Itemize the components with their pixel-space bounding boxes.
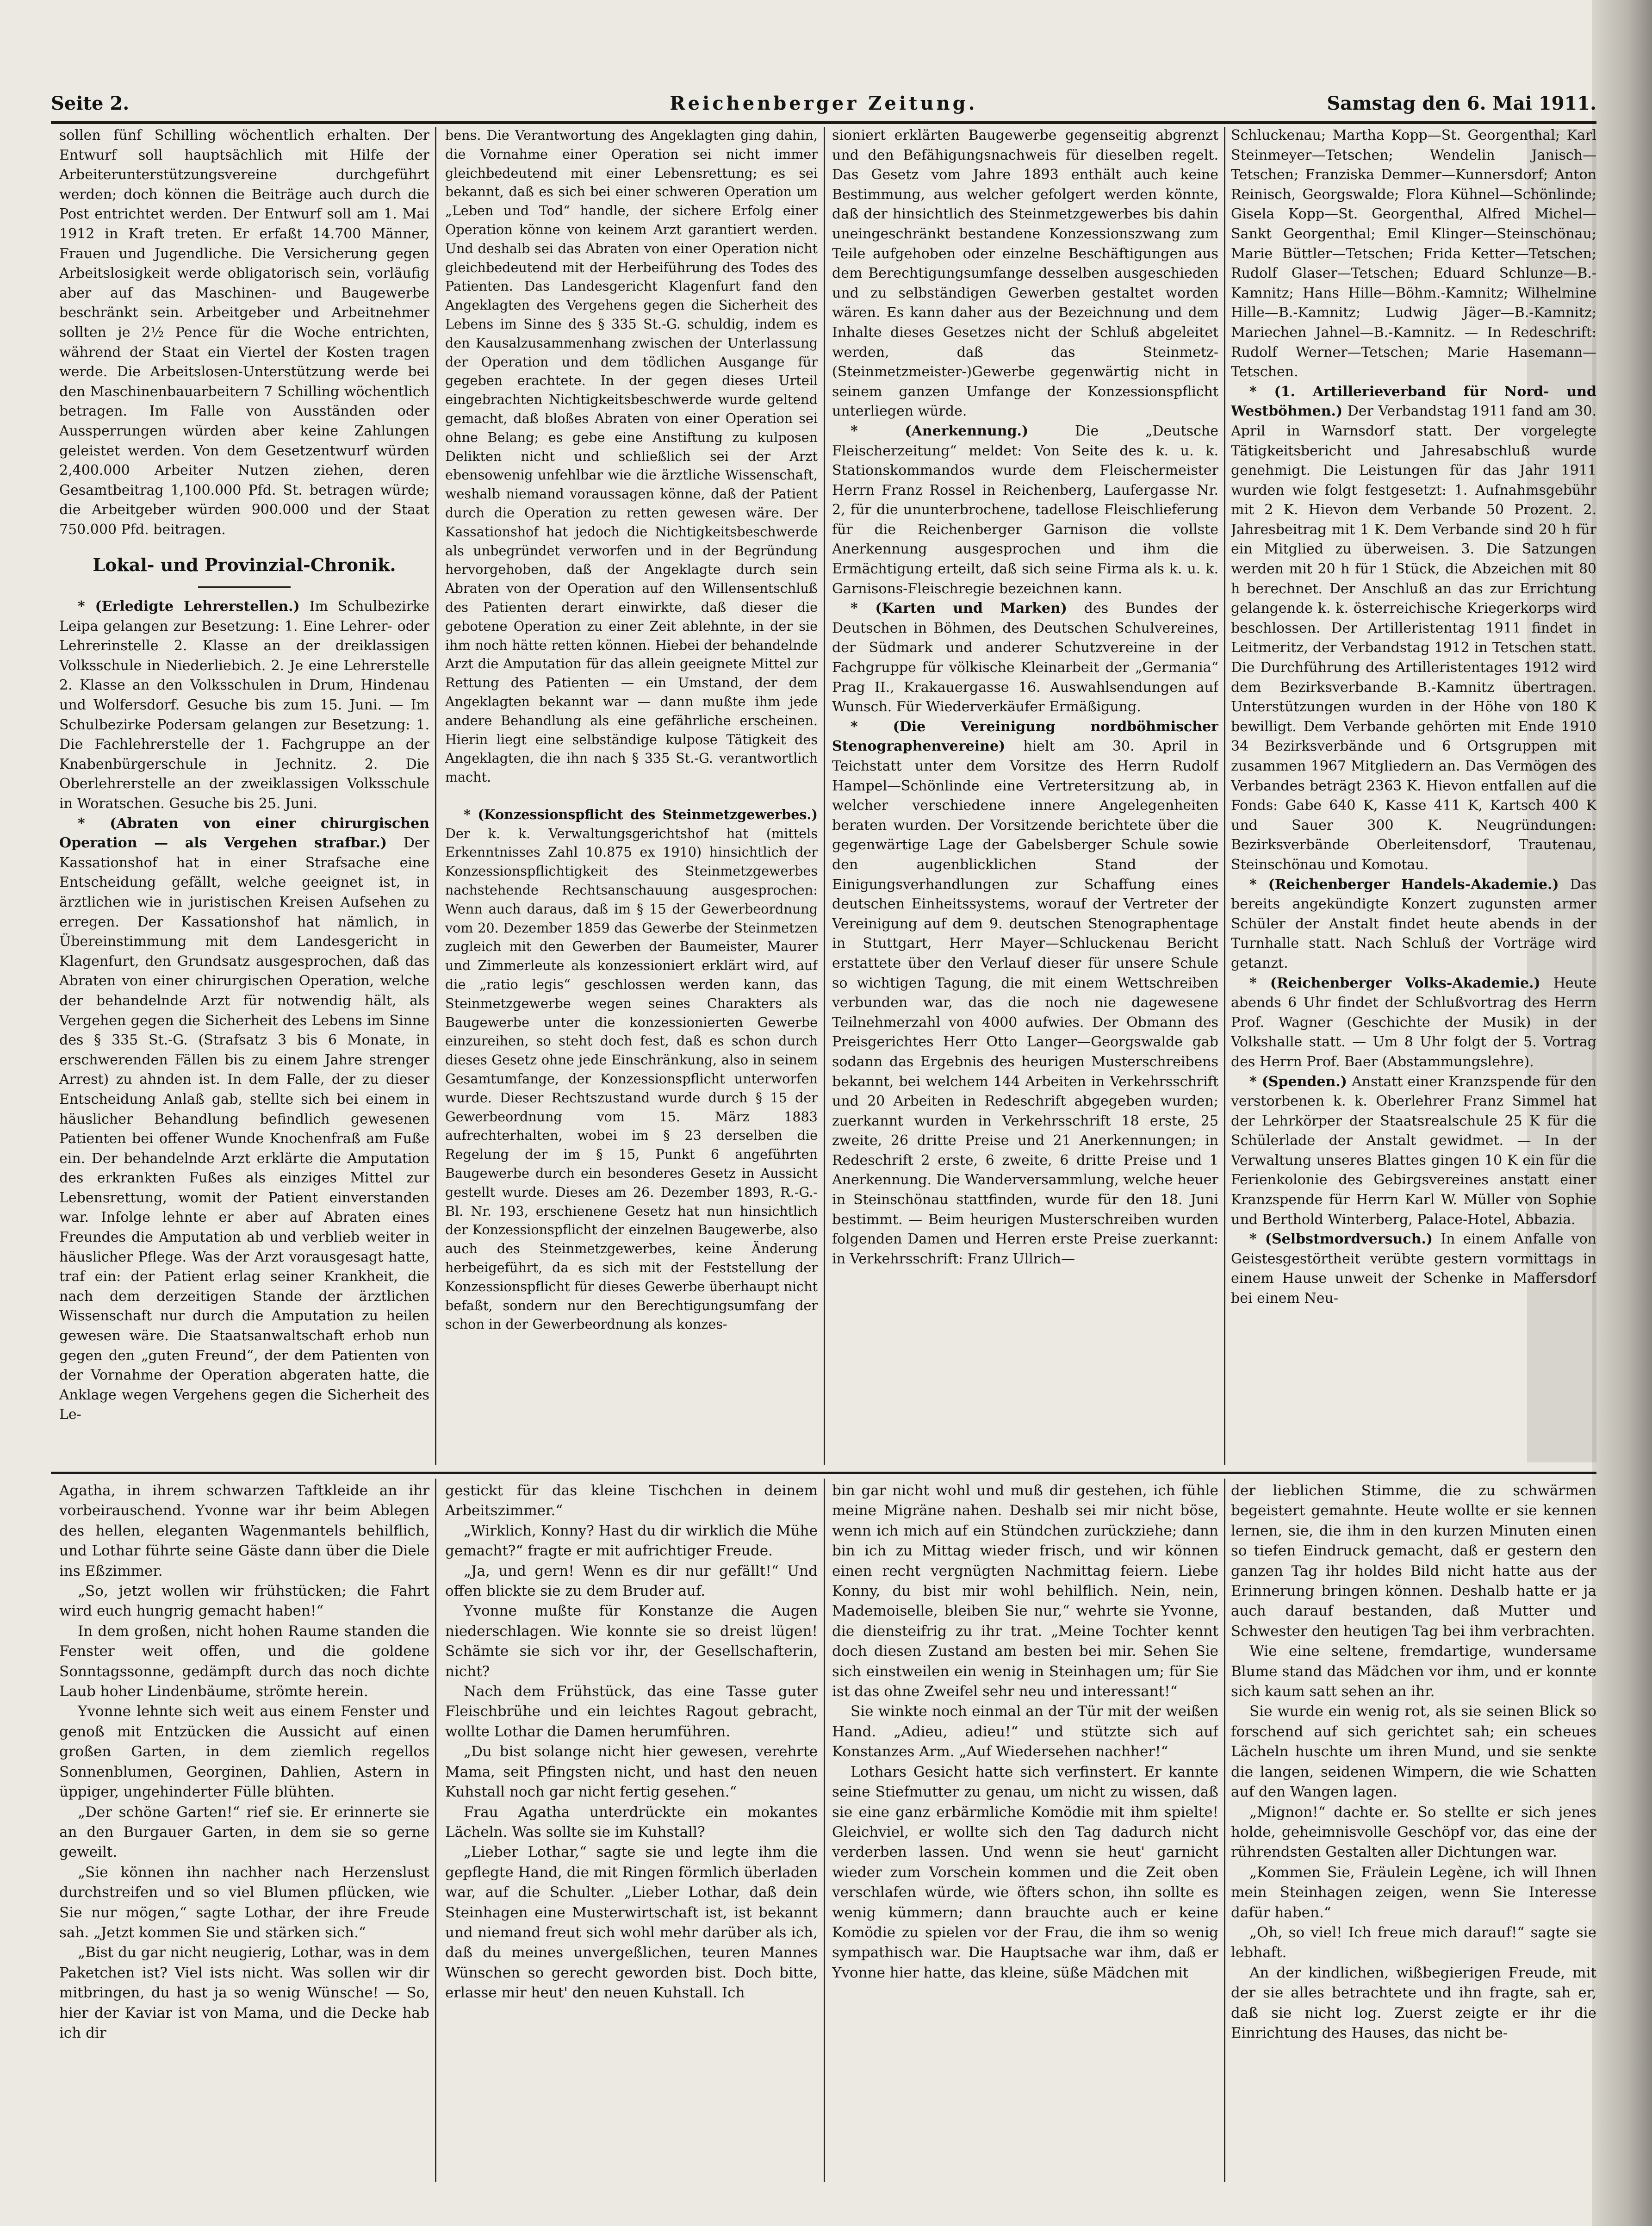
feuilleton-column-3 — [832, 1481, 1218, 2184]
story-paragraph: Wie eine seltene, fremdartige, wundersame Blume stand das Mädchen vor ihm, und er konnte sich kaum satt sehen an ihr. — [1231, 1643, 1596, 1700]
article-paragraph: sollen fünf Schilling wöchentlich erhalten. Der Entwurf soll hauptsächlich mit Hilfe der Arbeiterunterstützungsvereine durchgeführt werden; doch können die Beiträge auch durch die Post entrichtet werden. Der Entwurf soll am 1. Mai 1912 in Kraft treten. Er erfaßt 14.700 Männer, Frauen und Jugendliche. Die Versicherung gegen Arbeitslosigkeit werde obligatorisch sein, vorläufig aber auf das Maschinen- und Baugewerbe beschränkt sein. Arbeitgeber und Arbeitnehmer sollten je 2½ Pence für die Woche entrichten, während der Staat ein Viertel der Kosten tragen werde. Die Arbeitslosen-Unterstützung werde bei den Maschinenbauarbeitern 7 Schilling wöchentlich betragen. Im Falle von Ausständen oder Aussperrungen würden aber keine Zahlungen geleistet werden. Von dem Gesetzentwurf würden 2,400.000 Arbeiter Nutzen ziehen, deren Gesamtbeitrag 1,100.000 Pfd. St. betragen würde; die Arbeitgeber würden 900.000 und der Staat 750.000 Pfd. beitragen. — [59, 127, 429, 538]
article-paragraph: Schluckenau; Martha Kopp—St. Georgenthal; Karl Steinmeyer—Tetschen; Wendelin Janisch—Tetschen; Franziska Demmer—Kunnersdorf; Anton Reinisch, Georgswalde; Flora Kühnel—Schönlinde; Gisela Kopp—St. Georgenthal, Alfred Michel—Sankt Georgenthal; Emil Klinger—Steinschönau; Marie Büttler—Tetschen; Frida Ketter—Tetschen; Rudolf Glaser—Tetschen; Eduard Schlunze—B.-Kamnitz; Hans Hille—Böhm.-Kamnitz; Wilhelmine Hille—B.-Kamnitz; Ludwig Jäger—B.-Kamnitz; Mariechen Jahnel—B.-Kamnitz. — In Redeschrift: Rudolf Werner—Tetschen; Marie Hasemann—Tetschen. — [1231, 127, 1596, 380]
news-item-text: Der Kassationshof hat in einer Strafsache eine Entscheidung gefällt, welche geeignet ist, in ärztlichen wie in juristischen Kreisen Aufsehen zu erregen. Der Kassationshof hat nämlich, in Übereinstimmung mit dem Landesgericht in Klagenfurt, den Grundsatz ausgesprochen, daß das Abraten von einer chirurgischen Operation, welche der behandelnde Arzt für notwendig hält, als Vergehen gegen die Sicherheit des Lebens im Sinne des § 335 St.-G. (Strafsatz 3 bis 6 Monate, in erschwerenden Fällen bis zu einem Jahre strenger Arrest) zu ahnden ist. In dem Falle, der zu dieser Entscheidung Anlaß gab, stellte sich bei einem in häuslicher Behandlung befindlich gewesenen Patienten bei offener Wunde Knochenfraß am Fuße ein. Der behandelnde Arzt erklärte die Amputation des erkrankten Fußes als einziges Mittel zur Lebensrettung, womit der Patient einverstanden war. Infolge lehnte er aber auf Abraten eines Freundes die Amputation ab und verblieb weiter in häuslicher Pflege. Was der Arzt vorausgesagt hatte, traf ein: der Patient erlag seiner Krankheit, die nach dem derzeitigen Stande der ärztlichen Wissenschaft nur durch die Amputation zu heilen gewesen wäre. Die Staatsanwaltschaft erhob nun gegen den „guten Freund“, der dem Patienten von der Vornahme der Operation abgeraten hatte, die Anklage wegen Vergehens gegen die Sicherheit des Le- — [59, 835, 429, 1423]
column-divider — [435, 1479, 436, 2182]
news-item — [1231, 1230, 1596, 1308]
story-paragraph: „So, jetzt wollen wir frühstücken; die Fahrt wird euch hungrig gemacht haben!“ — [59, 1583, 429, 1620]
story-paragraph: der lieblichen Stimme, die zu schwärmen begeistert gemahnte. Heute wollte er sie kennen lernen, sie, die ihm in den kurzen Minuten einen so tiefen Eindruck gemacht, daß er gestern den ganzen Tag ihr holdes Bild nicht hatte aus der Erinnerung bringen können. Deshalb hatte er ja auch darauf bestanden, daß Mutter und Schwester den heutigen Tag bei ihm verbrachten. — [1231, 1482, 1596, 1640]
news-item-heading: * (Selbstmordversuch.) — [1249, 1231, 1433, 1248]
story-paragraph: „Du bist solange nicht hier gewesen, verehrte Mama, seit Pfingsten nicht, und hast den neuen Kuhstall noch gar nicht fertig gesehen.“ — [445, 1743, 818, 1801]
news-item-heading: * (Spenden.) — [1249, 1073, 1347, 1090]
story-paragraph: Lothars Gesicht hatte sich verfinstert. Er kannte seine Stiefmutter zu genau, um nicht zu wissen, daß sie eine ganz erbärmliche Komödie mit ihm spielte! Gleichviel, er wollte sich den Tag dadurch nicht verderben lassen. Und wenn sie heut' garnicht wieder zum Vorschein kommen und die Zeit oben verschlafen würde, wie öfters schon, ihn sollte es wenig kümmern; dann brauchte auch er keine Komödie zu spielen vor der Frau, die ihm so wenig sympathisch war. Die Hauptsache war ihm, daß er Yvonne hier hatte, das kleine, süße Mädchen mit — [832, 1763, 1218, 1981]
news-item — [1231, 875, 1596, 974]
news-item — [832, 717, 1218, 1269]
news-item — [1231, 974, 1596, 1072]
feuilleton-rule — [51, 1472, 1596, 1474]
news-item-heading: * (Reichenberger Volks-Akademie.) — [1249, 975, 1540, 991]
news-item-text: Anstatt einer Kranzspende für den verstorbenen k. k. Oberlehrer Franz Simmel hat der Lehrkörper der Staatsrealschule 25 K für die Schülerlade der Anstalt gewidmet. — In der Verwaltung unseres Blattes gingen 10 K ein für die Ferienkolonie des Gebirgsvereines anstatt einer Kranzspende für Herrn Karl W. Müller von Sophie und Berthold Winterberg, Palace-Hotel, Abbazia. — [1231, 1073, 1596, 1228]
article-paragraph: sioniert erklärten Baugewerbe gegenseitig abgrenzt und den Befähigungsnachweis für dieselben regelt. Das Gesetz vom Jahre 1893 enthält auch keine Bestimmung, aus welcher gefolgert werden könnte, daß der hinsichtlich des Steinmetzgewerbes bis dahin uneingeschränkt bestandene Konzessionszwang zum Teile aufgehoben oder einzelne Beschäftigungen aus dem Berechtigungsumfange desselben ausgeschieden und zu selbständigen Gewerben gestaltet worden wären. Es kann daher aus der Bezeichnung und dem Inhalte dieses Gesetzes nicht der Schluß abgeleitet werden, daß das Steinmetz-(Steinmetzmeister-)Gewerbe gegenwärtig nicht in seinem ganzen Umfange der Konzessionspflicht unterliegen würde. — [832, 127, 1218, 420]
column-divider — [824, 1479, 825, 2182]
column-divider — [435, 127, 436, 1465]
news-item — [445, 805, 818, 1334]
feuilleton-column-1 — [59, 1481, 429, 2184]
news-item-heading: * (1. Artillerieverband für Nord- und Westböhmen.) — [1231, 383, 1596, 420]
issue-date: Samstag den 6. Mai 1911. — [1327, 93, 1596, 114]
column-2 — [445, 126, 818, 1468]
story-paragraph: „Ja, und gern! Wenn es dir nur gefällt!“ Und offen blickte sie zu dem Bruder auf. — [445, 1562, 818, 1600]
news-item — [1231, 382, 1596, 875]
story-paragraph: „Mignon!“ dachte er. So stellte er sich jenes holde, geheimnisvolle Geschöpf vor, das eine der rührendsten Gestalten aller Dichtungen war. — [1231, 1803, 1596, 1861]
news-item — [1231, 1072, 1596, 1230]
feuilleton-column-2 — [445, 1481, 818, 2184]
story-paragraph: Yvonne lehnte sich weit aus einem Fenster und genoß mit Entzücken die Aussicht auf einen großen Garten, in dem ziemlich regellos Sonnenblumen, Georginen, Dahlien, Astern in üppiger, ungehinderter Fülle blühten. — [59, 1703, 429, 1801]
story-paragraph: Sie winkte noch einmal an der Tür mit der weißen Hand. „Adieu, adieu!“ und stützte sich auf Konstanzes Arm. „Auf Wiedersehen nachher!“ — [832, 1703, 1218, 1760]
story-paragraph: bin gar nicht wohl und muß dir gestehen, ich fühle meine Migräne nahen. Deshalb sei mir nicht böse, wenn ich mich auf ein Stündchen zurückziehe; dann bin ich zu Mittag wieder frisch, und wir können einen recht vergnügten Nachmittag feiern. Liebe Konny, du bist mir wohl behilflich. Nein, nein, Mademoiselle, bleiben Sie nur,“ wehrte sie Yvonne, die diensteifrig zu ihr trat. „Meine Tochter kennt doch diesen Zustand am besten bei mir. Sehen Sie sich einstweilen ein wenig in Steinhagen um; für Sie ist das ohne Zweifel sehr neu und interessant!“ — [832, 1482, 1218, 1700]
news-item-text: des Bundes der Deutschen in Böhmen, des Deutschen Schulvereines, der Südmark und anderer Schutzvereine in der Fachgruppe für völkische Kleinarbeit der „Germania“ Prag II., Krakauergasse 16. Auswahlsendungen auf Wunsch. Für Wiederverkäufer Ermäßigung. — [832, 600, 1218, 715]
article-paragraph: bens. Die Verantwortung des Angeklagten ging dahin, die Vornahme einer Operation sei nicht immer gleichbedeutend mit einer Lebensrettung; es sei bekannt, daß es sich bei einer schweren Operation um „Leben und Tod“ handle, der sichere Erfolg einer Operation könne von keinem Arzt garantiert werden. Und deshalb sei das Abraten von einer Operation nicht gleichbedeutend mit der Herbeiführung des Todes des Patienten. Das Landesgericht Klagenfurt fand den Angeklagten des Vergehens gegen die Sicherheit des Lebens im Sinne des § 335 St.-G. schuldig, indem es den Kausalzusammenhang zwischen der Unterlassung der Operation und dem tödlichen Ausgange für gegeben erachtete. In der gegen dieses Urteil eingebrachten Nichtigkeitsbeschwerde wurde geltend gemacht, daß bloßes Abraten von einer Operation sei ohne Belang; es gebe eine Anstiftung zu kulposen Delikten nicht und schließlich sei der Arzt ebensowenig unfehlbar wie die ärztliche Wissenschaft, weshalb niemand voraussagen könne, daß der Patient durch die Operation zu retten gewesen wäre. Der Kassationshof hat jedoch die Nichtigkeitsbeschwerde als unbegründet verworfen und in der Begründung hervorgehoben, daß der Angeklagte durch sein Abraten von der Operation auf den Willensentschluß des Patienten derart einwirkte, daß dieser die gebotene Operation zu einer Zeit ablehnte, in der sie ihm noch hätte retten können. Hiebei der behandelnde Arzt die Amputation für das allein geeignete Mittel zur Rettung des Patienten — ein Umstand, der dem Angeklagten bekannt war — dann mußte ihm jede andere Behandlung als eine gefährliche erscheinen. Hierin liegt eine selbständige kulpose Tätigkeit des Angeklagten, die ihn nach § 335 St.-G. verantwortlich macht. — [445, 127, 818, 785]
story-paragraph: An der kindlichen, wißbegierigen Freude, mit der sie alles betrachtete und ihn fragte, sah er, daß sie nicht log. Zuerst zeigte er ihr die Einrichtung des Hauses, das nicht be- — [1231, 1964, 1596, 2041]
news-item-heading: * (Karten und Marken) — [851, 600, 1067, 617]
story-paragraph: Yvonne mußte für Konstanze die Augen niederschlagen. Wie konnte sie so dreist lügen! Schämte sie sich vor ihr, der Gesellschafterin, nicht? — [445, 1603, 818, 1680]
news-item-heading: * (Erledigte Lehrerstellen.) — [78, 598, 300, 615]
news-item-heading: * (Abraten von einer chirurgischen Operation — als Vergehen strafbar.) — [59, 815, 429, 852]
news-item — [832, 422, 1218, 599]
section-rule — [198, 586, 291, 588]
news-item-text: Im Schulbezirke Leipa gelangen zur Besetzung: 1. Eine Lehrer- oder Lehrerinstelle 2. Klasse an der dreiklassigen Volksschule in Niederliebich. 2. Je eine Lehrerstelle 2. Klasse an den Volksschulen in Drum, Hindenau und Wolfersdorf. Gesuche bis zum 15. Juni. — Im Schulbezirke Podersam gelangen zur Besetzung: 1. Die Fachlehrerstelle der 1. Fachgruppe an der Knabenbürgerschule in Jechnitz. 2. Die Oberlehrerstelle an der zweiklassigen Volksschule in Woratschen. Gesuche bis 25. Juni. — [59, 598, 429, 812]
newspaper-title: Reichenberger Zeitung. — [670, 93, 978, 114]
story-paragraph: Nach dem Frühstück, das eine Tasse guter Fleischbrühe und ein leichtes Ragout gebracht, wollte Lothar die Damen herumführen. — [445, 1683, 818, 1740]
column-4 — [1231, 126, 1596, 1468]
page-header — [51, 88, 1596, 120]
news-item-text: Das bereits angekündigte Konzert zugunsten armer Schüler der Anstalt findet heute abends in der Turnhalle statt. Nach Schluß der Vorträge wird getanzt. — [1231, 876, 1596, 971]
column-divider — [824, 127, 825, 1465]
column-1 — [59, 126, 429, 1468]
section-title: Lokal- und Provinzial-Chronik. — [93, 554, 396, 576]
news-item-text: Heute abends 6 Uhr findet der Schlußvortrag des Herrn Prof. Wagner (Geschichte der Musik) in der Volkshalle statt. — Um 8 Uhr folgt der 5. Vortrag des Herrn Prof. Baer (Abstammungslehre). — [1231, 975, 1596, 1070]
news-item-text: hielt am 30. April in Teichstatt unter dem Vorsitze des Herrn Rudolf Hampel—Schönlinde eine Vertretersitzung ab, in welcher verschiedene innere Angelegenheiten beraten wurden. Der Vorsitzende berichtete über die gegenwärtige Lage der Gabelsberger Schule sowie den augenblicklichen Stand der Einigungsverhandlungen zur Schaffung eines deutschen Einheitssystems, worauf der Vertreter der Vereinigung auf dem 9. deutschen Stenographentage in Stuttgart, Herr Mayer—Schluckenau Bericht erstattete über den Verlauf dieser für unsere Schule so wichtigen Tagung, die mit einem Wettschreiben verbunden war, das die noch nie dagewesene Teilnehmerzahl von 4000 aufwies. Der Obmann des Preisgerichtes Herr Otto Langer—Georgswalde gab sodann das Ergebnis des heurigen Musterschreibens bekannt, bei welchem 144 Arbeiten in Verkehrsschrift und 20 Arbeiten in Redeschrift abgegeben wurden; zuerkannt wurden in Verkehrsschrift 18 erste, 25 zweite, 26 dritte Preise und 21 Anerkennungen; in Redeschrift 2 erste, 6 zweite, 6 dritte Preise und 1 Anerkennung. Die Wanderversammlung, welche heuer in Steinschönau stattfinden, wurde für den 18. Juni bestimmt. — Beim heurigen Musterschreiben wurden folgenden Damen und Herren erste Preise zuerkannt: in Verkehrsschrift: Franz Ullrich— — [832, 738, 1218, 1267]
story-paragraph: „Oh, so viel! Ich freue mich darauf!“ sagte sie lebhaft. — [1231, 1924, 1596, 1961]
story-paragraph: „Sie können ihn nachher nach Herzenslust durchstreifen und so viel Blumen pflücken, wie Sie nur mögen,“ sagte Lothar, der ihre Freude sah. „Jetzt kommen Sie und stärken sich.“ — [59, 1864, 429, 1941]
news-item-text: Die „Deutsche Fleischerzeitung“ meldet: Von Seite des k. u. k. Stationskommandos wurde dem Fleischermeister Herrn Franz Rossel in Reichenberg, Laufergasse Nr. 2, für die ununterbrochene, tadellose Fleischlieferung für die Reichenberger Garnison die vollste Anerkennung ausgesprochen und ihm die Ermächtigung erteilt, daß sich seine Firma als k. u. k. Garnisons-Fleischregie bezeichnen kann. — [832, 423, 1218, 597]
news-item-heading: * (Anerkennung.) — [851, 423, 1029, 439]
news-item-heading: * (Reichenberger Handels-Akademie.) — [1249, 876, 1559, 893]
news-item — [59, 597, 429, 814]
story-paragraph: „Lieber Lothar,“ sagte sie und legte ihm die gepflegte Hand, die mit Ringen förmlich überladen war, auf die Schulter. „Lieber Lothar, daß dein Steinhagen eine Musterwirtschaft ist, ist bekannt und niemand freut sich wohl mehr darüber als ich, daß du meines unvergeßlichen, teuren Mannes Wünschen so gerecht geworden bist. Doch bitte, erlasse mir heut' den neuen Kuhstall. Ich — [445, 1844, 818, 2002]
story-paragraph: gestickt für das kleine Tischchen in deinem Arbeitszimmer.“ — [445, 1482, 818, 1519]
story-paragraph: Frau Agatha unterdrückte ein mokantes Lächeln. Was sollte sie im Kuhstall? — [445, 1803, 818, 1840]
story-paragraph: „Bist du gar nicht neugierig, Lothar, was in dem Paketchen ist? Viel ists nicht. Was sollen wir dir mitbringen, du hast ja so wenig Wünsche! — So, hier der Kaviar ist von Mama, und die Decke hab ich dir — [59, 1944, 429, 2041]
column-divider — [1224, 127, 1225, 1465]
page-number: Seite 2. — [51, 93, 130, 114]
story-paragraph: In dem großen, nicht hohen Raume standen die Fenster weit offen, und die goldene Sonntagssonne, gedämpft durch das noch dichte Laub hoher Lindenbäume, strömte herein. — [59, 1623, 429, 1700]
story-paragraph: „Der schöne Garten!“ rief sie. Er erinnerte sie an den Burgauer Garten, in dem sie so gerne geweilt. — [59, 1803, 429, 1861]
news-item-text: Der Verbandstag 1911 fand am 30. April in Warnsdorf statt. Der vorgelegte Tätigkeitsbericht und Jahresabschluß wurde genehmigt. Die Leistungen für das Jahr 1911 wurden wie folgt festgesetzt: 1. Aufnahmsgebühr mit 2 K. Hievon dem Verbande 50 Prozent. 2. Jahresbeitrag mit 1 K. Dem Verbande sind 20 h für ein Mitglied zu überweisen. 3. Die Satzungen werden mit 20 h für 1 Stück, die Abzeichen mit 80 h berechnet. Der Anschluß an das zur Errichtung gelangende k. k. österreichische Kriegerkorps wird beschlossen. Der Artilleristentag 1911 findet in Leitmeritz, der Verbandstag 1912 in Tetschen statt. Die Durchführung des Artilleristentages 1912 wird dem Bezirksverbande B.-Kamnitz übertragen. Unterstützungen wurden in der Höhe von 180 K bewilligt. Dem Verbande gehörten mit Ende 1910 34 Bezirksverbände und 6 Ortsgruppen mit zusammen 1967 Mitgliedern an. Das Vermögen des Verbandes beträgt 2363 K. Hievon entfallen auf die Fonds: Gabe 640 K, Kasse 411 K, Kartsch 400 K und Sauer 300 K. Neugründungen: Bezirksverbände Oberleitensdorf, Trautenau, Steinschönau und Komotau. — [1231, 403, 1596, 873]
page-edge-shadow — [1592, 0, 1652, 2226]
story-paragraph: „Kommen Sie, Fräulein Legène, ich will Ihnen mein Steinhagen zeigen, wenn Sie Interesse dafür haben.“ — [1231, 1864, 1596, 1921]
news-item-heading: * (Konzessionspflicht des Steinmetzgewerbes.) — [464, 806, 818, 822]
news-item — [59, 814, 429, 1425]
story-paragraph: Sie wurde ein wenig rot, als sie seinen Blick so forschend auf sich gerichtet sah; ein scheues Lächeln huschte um ihren Mund, und sie senkte die langen, seidenen Wimpern, die wie Schatten auf den Wangen lagen. — [1231, 1703, 1596, 1801]
story-paragraph: Agatha, in ihrem schwarzen Taftkleide an ihr vorbeirauschend. Yvonne war ihr beim Ablegen des hellen, eleganten Wagenmantels behilflich, und Lothar führte seine Gäste dann über die Diele ins Eßzimmer. — [59, 1482, 429, 1579]
header-rule — [51, 121, 1596, 124]
news-item-text: Der k. k. Verwaltungsgerichtshof hat (mittels Erkenntnisses Zahl 10.875 ex 1910) hinsichtlich der Konzessionspflichtigkeit des Steinmetzgewerbes nachstehende Rechtsanschauung ausgesprochen: Wenn auch daraus, daß im § 15 der Gewerbeordnung vom 20. Dezember 1859 das Gewerbe der Steinmetzen zugleich mit den Gewerben der Baumeister, Maurer und Zimmerleute als konzessioniert erklärt wird, auf die „ratio legis“ geschlossen werden kann, das Steinmetzgewerbe wegen seines Charakters als Baugewerbe unter die konzessionierten Gewerbe einzureihen, so steht doch fest, daß es schon durch dieses Gesetz ohne jede Einschränkung, also in seinem Gesamtumfange, der Konzessionspflicht unterworfen wurde. Dieser Rechtszustand wurde durch § 15 der Gewerbeordnung vom 15. März 1883 aufrechterhalten, wobei im § 23 derselben die Regelung der im § 15, Punkt 6 angeführten Baugewerbe durch ein besonderes Gesetz in Aussicht gestellt wurde. Dieses am 26. Dezember 1893, R.-G.-Bl. Nr. 193, erschienene Gesetz hat nun hinsichtlich der Konzessionspflicht der einzelnen Baugewerbe, also auch des Steinmetzgewerbes, keine Änderung herbeigeführt, da es sich mit der Feststellung der Konzessionspflicht für dieses Gewerbe überhaupt nicht befaßt, sondern nur den Berechtigungsumfang der schon in der Gewerbeordnung als konzes- — [445, 825, 818, 1332]
column-divider — [1224, 1479, 1225, 2182]
news-item-text: In einem Anfalle von Geistesgestörtheit verübte gestern vormittags in einem Hause unweit der Schenke in Maffersdorf bei einem Neu- — [1231, 1231, 1596, 1307]
column-3 — [832, 126, 1218, 1468]
news-item — [832, 599, 1218, 717]
story-paragraph: „Wirklich, Konny? Hast du dir wirklich die Mühe gemacht?“ fragte er mit aufrichtiger Freude. — [445, 1522, 818, 1560]
feuilleton-column-4 — [1231, 1481, 1596, 2184]
news-item-heading: * (Die Vereinigung nordböhmischer Stenographenvereine) — [832, 718, 1218, 755]
